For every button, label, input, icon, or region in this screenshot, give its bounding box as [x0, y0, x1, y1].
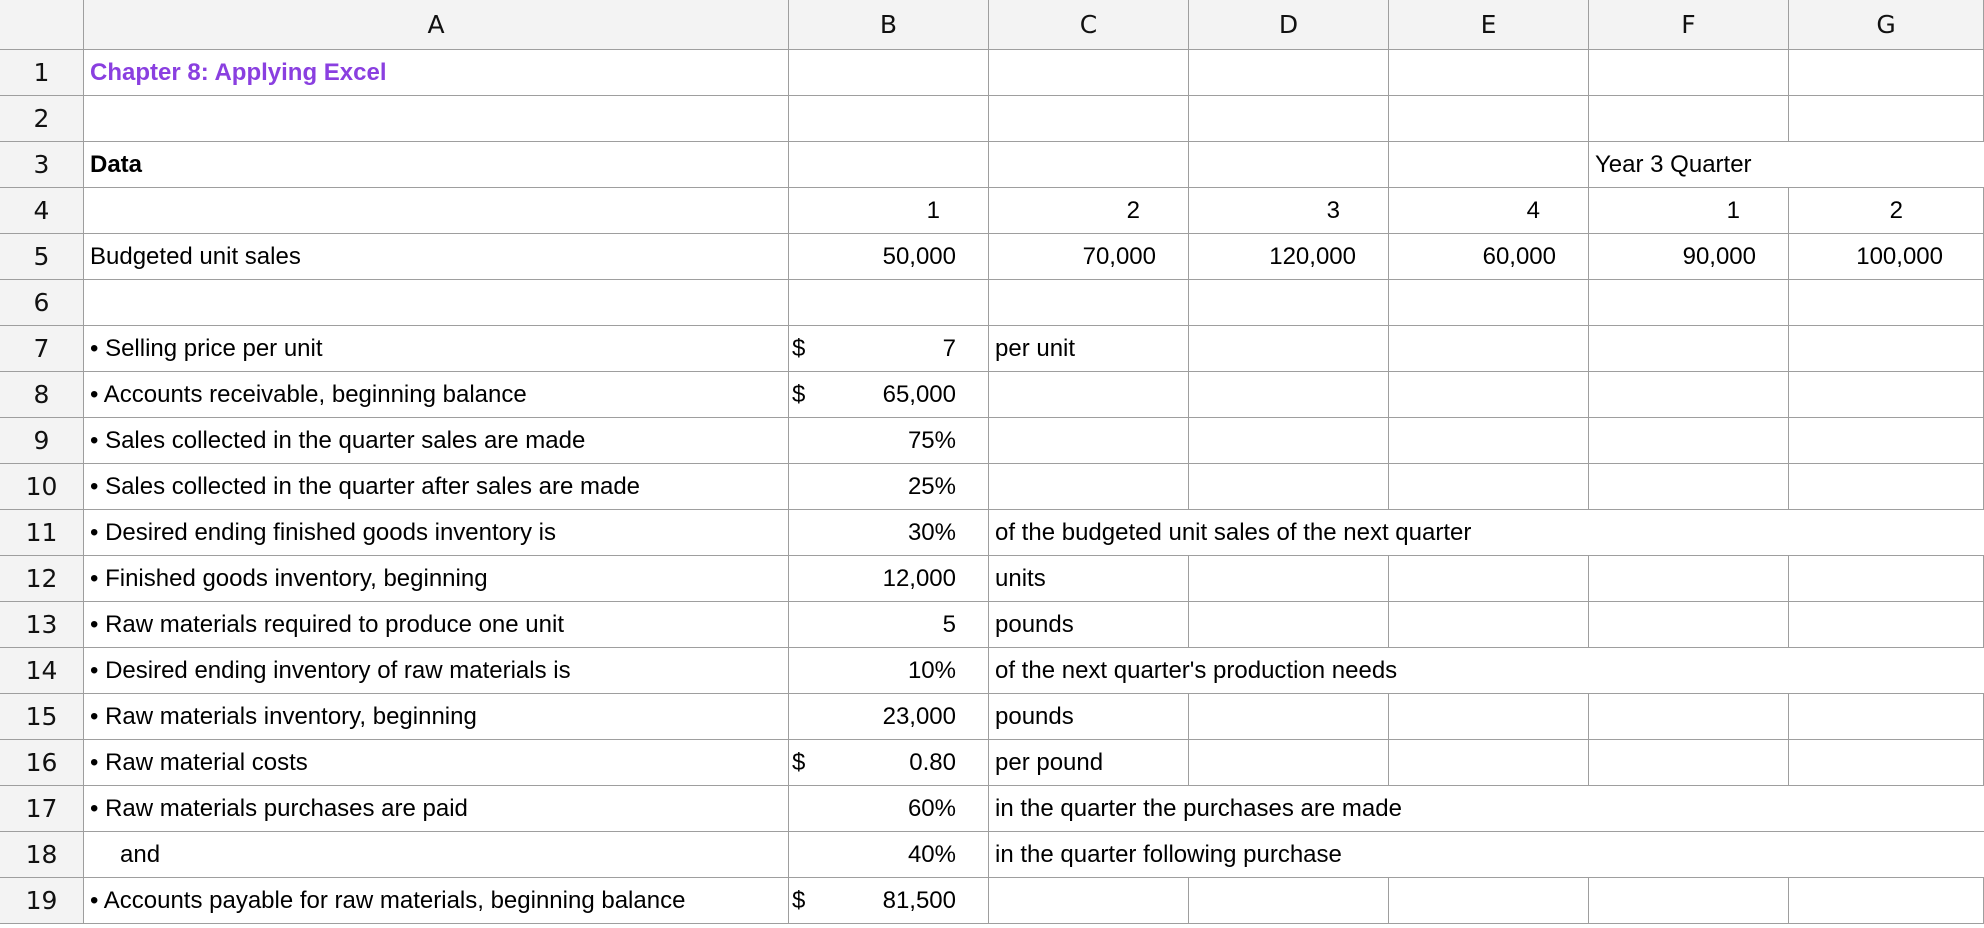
cell-A19[interactable] — [84, 878, 789, 924]
row-header-16[interactable] — [0, 740, 84, 786]
assumption-label: • Accounts receivable, beginning balance — [90, 381, 527, 408]
quarter-number: 1 — [926, 197, 940, 224]
cell-B9[interactable] — [789, 418, 989, 464]
cell-D8[interactable] — [1189, 372, 1389, 418]
cell-A16[interactable] — [84, 740, 789, 786]
quarter-number: 3 — [1326, 197, 1340, 224]
assumption-label: • Finished goods inventory, beginning — [90, 565, 488, 592]
row-header-17[interactable] — [0, 786, 84, 832]
cell-F2[interactable] — [1589, 96, 1789, 142]
assumption-note: in the quarter following purchase — [995, 841, 1342, 868]
cell-D6[interactable] — [1189, 280, 1389, 326]
cell-B7[interactable] — [789, 326, 989, 372]
cell-B17[interactable] — [789, 786, 989, 832]
assumption-label: • Accounts payable for raw materials, beginning balance — [90, 887, 686, 914]
column-header-label: B — [879, 10, 898, 39]
row-header-label: 10 — [25, 472, 58, 501]
cell-C13[interactable] — [989, 602, 1189, 648]
column-header-label: C — [1079, 10, 1098, 39]
cell-C12[interactable] — [989, 556, 1189, 602]
cell-F3[interactable] — [1589, 142, 1984, 188]
sheet-title: Chapter 8: Applying Excel — [90, 59, 387, 86]
cell-F16[interactable] — [1589, 740, 1789, 786]
row-header-label: 15 — [25, 702, 58, 731]
cell-F8[interactable] — [1589, 372, 1789, 418]
cell-E6[interactable] — [1389, 280, 1589, 326]
row-header-10[interactable] — [0, 464, 84, 510]
currency-symbol: $ — [792, 335, 806, 362]
row-header-11[interactable] — [0, 510, 84, 556]
assumption-note: of the budgeted unit sales of the next quarter — [995, 519, 1472, 546]
assumption-label: • Raw materials required to produce one unit — [90, 611, 564, 638]
cell-G5[interactable] — [1789, 234, 1984, 280]
cell-E15[interactable] — [1389, 694, 1589, 740]
cell-D19[interactable] — [1189, 878, 1389, 924]
budgeted-value: 50,000 — [882, 243, 956, 270]
cell-D15[interactable] — [1189, 694, 1389, 740]
cell-D9[interactable] — [1189, 418, 1389, 464]
cell-B8[interactable] — [789, 372, 989, 418]
assumption-label: and — [120, 841, 161, 868]
assumption-note: in the quarter the purchases are made — [995, 795, 1402, 822]
select-all-corner[interactable] — [0, 0, 84, 50]
cell-F19[interactable] — [1589, 878, 1789, 924]
assumption-label: • Raw materials purchases are paid — [90, 795, 468, 822]
assumption-value: 65,000 — [882, 381, 956, 408]
assumption-note: pounds — [995, 703, 1074, 730]
cell-B1[interactable] — [789, 50, 989, 96]
assumption-note: units — [995, 565, 1046, 592]
cell-C18-note[interactable] — [989, 832, 1984, 878]
row-header-12[interactable] — [0, 556, 84, 602]
cell-C14-note[interactable] — [989, 648, 1984, 694]
column-header-label: D — [1278, 10, 1299, 39]
data-heading: Data — [90, 151, 143, 178]
cell-E13[interactable] — [1389, 602, 1589, 648]
row-header-13[interactable] — [0, 602, 84, 648]
cell-C8[interactable] — [989, 372, 1189, 418]
cell-F10[interactable] — [1589, 464, 1789, 510]
assumption-value: 23,000 — [882, 703, 956, 730]
cell-E3[interactable] — [1389, 142, 1589, 188]
assumption-value: 10% — [907, 657, 956, 684]
cell-C16[interactable] — [989, 740, 1189, 786]
cell-G19[interactable] — [1789, 878, 1984, 924]
cell-E1[interactable] — [1389, 50, 1589, 96]
row-header-4[interactable] — [0, 188, 84, 234]
cell-C15[interactable] — [989, 694, 1189, 740]
column-header-label: G — [1876, 10, 1896, 39]
quarter-number: 4 — [1526, 197, 1540, 224]
cell-C3[interactable] — [989, 142, 1189, 188]
cell-E2[interactable] — [1389, 96, 1589, 142]
cell-D5[interactable] — [1189, 234, 1389, 280]
quarter-number: 1 — [1726, 197, 1740, 224]
cell-F5[interactable] — [1589, 234, 1789, 280]
cell-G15[interactable] — [1789, 694, 1984, 740]
row-header-label: 7 — [33, 334, 50, 363]
cell-F12[interactable] — [1589, 556, 1789, 602]
cell-G2[interactable] — [1789, 96, 1984, 142]
row-header-label: 11 — [25, 518, 58, 547]
cell-E19[interactable] — [1389, 878, 1589, 924]
column-header-C[interactable] — [989, 0, 1189, 50]
column-header-G[interactable] — [1789, 0, 1984, 50]
cell-C19[interactable] — [989, 878, 1189, 924]
budgeted-value: 120,000 — [1269, 243, 1356, 270]
cell-B10[interactable] — [789, 464, 989, 510]
budgeted-value: 60,000 — [1482, 243, 1556, 270]
cell-A1[interactable] — [84, 50, 789, 96]
cell-E7[interactable] — [1389, 326, 1589, 372]
assumption-value: 75% — [907, 427, 956, 454]
cell-G6[interactable] — [1789, 280, 1984, 326]
column-header-B[interactable] — [789, 0, 989, 50]
cell-B18[interactable] — [789, 832, 989, 878]
row-header-label: 12 — [25, 564, 58, 593]
cell-G7[interactable] — [1789, 326, 1984, 372]
row-header-9[interactable] — [0, 418, 84, 464]
row-header-1[interactable] — [0, 50, 84, 96]
row-header-label: 17 — [25, 794, 58, 823]
cell-C10[interactable] — [989, 464, 1189, 510]
assumption-label: • Desired ending finished goods inventory is — [90, 519, 557, 546]
currency-symbol: $ — [792, 381, 806, 408]
cell-B4[interactable] — [789, 188, 989, 234]
row-header-label: 18 — [25, 840, 58, 869]
assumption-value: 12,000 — [882, 565, 956, 592]
cell-G16[interactable] — [1789, 740, 1984, 786]
cell-B15[interactable] — [789, 694, 989, 740]
cell-C5[interactable] — [989, 234, 1189, 280]
cell-C7[interactable] — [989, 326, 1189, 372]
cell-F4[interactable] — [1589, 188, 1789, 234]
cell-C1[interactable] — [989, 50, 1189, 96]
budgeted-value: 90,000 — [1682, 243, 1756, 270]
cell-B6[interactable] — [789, 280, 989, 326]
cell-G10[interactable] — [1789, 464, 1984, 510]
row-header-15[interactable] — [0, 694, 84, 740]
cell-E4[interactable] — [1389, 188, 1589, 234]
assumption-note: pounds — [995, 611, 1074, 638]
assumption-label: • Sales collected in the quarter after sales are made — [90, 473, 641, 500]
assumption-label: • Raw material costs — [90, 749, 308, 776]
assumption-value: 30% — [907, 519, 956, 546]
assumption-note: of the next quarter's production needs — [995, 657, 1398, 684]
cell-B12[interactable] — [789, 556, 989, 602]
cell-B16[interactable] — [789, 740, 989, 786]
assumption-value: 25% — [907, 473, 956, 500]
cell-C6[interactable] — [989, 280, 1189, 326]
assumption-label: • Sales collected in the quarter sales are made — [90, 427, 586, 454]
row-header-label: 9 — [33, 426, 50, 455]
cell-A14[interactable] — [84, 648, 789, 694]
cell-B14[interactable] — [789, 648, 989, 694]
cell-F13[interactable] — [1589, 602, 1789, 648]
row-header-19[interactable] — [0, 878, 84, 924]
cell-D16[interactable] — [1189, 740, 1389, 786]
cell-F9[interactable] — [1589, 418, 1789, 464]
cell-E9[interactable] — [1389, 418, 1589, 464]
cell-A2[interactable] — [84, 96, 789, 142]
cell-A11[interactable] — [84, 510, 789, 556]
currency-symbol: $ — [792, 887, 806, 914]
cell-E12[interactable] — [1389, 556, 1589, 602]
cell-C2[interactable] — [989, 96, 1189, 142]
cell-A9[interactable] — [84, 418, 789, 464]
row-header-label: 8 — [33, 380, 50, 409]
cell-B13[interactable] — [789, 602, 989, 648]
cell-D4[interactable] — [1189, 188, 1389, 234]
row-header-5[interactable] — [0, 234, 84, 280]
assumption-value: 60% — [907, 795, 956, 822]
cell-A10[interactable] — [84, 464, 789, 510]
cell-A15[interactable] — [84, 694, 789, 740]
row-header-label: 16 — [25, 748, 58, 777]
cell-G12[interactable] — [1789, 556, 1984, 602]
cell-D12[interactable] — [1189, 556, 1389, 602]
quarter-number: 2 — [1126, 197, 1140, 224]
column-header-label: F — [1681, 10, 1696, 39]
assumption-value: 0.80 — [909, 749, 956, 776]
assumption-label: • Desired ending inventory of raw materials is — [90, 657, 571, 684]
year3-quarter-label: Year 3 Quarter — [1595, 151, 1752, 178]
cell-B3[interactable] — [789, 142, 989, 188]
cell-B5[interactable] — [789, 234, 989, 280]
cell-E10[interactable] — [1389, 464, 1589, 510]
row-header-label: 14 — [25, 656, 58, 685]
cell-F15[interactable] — [1589, 694, 1789, 740]
row-header-14[interactable] — [0, 648, 84, 694]
cell-C11-note[interactable] — [989, 510, 1984, 556]
cell-A8[interactable] — [84, 372, 789, 418]
row-header-label: 2 — [33, 104, 50, 133]
cell-B11[interactable] — [789, 510, 989, 556]
cell-D3[interactable] — [1189, 142, 1389, 188]
cell-D10[interactable] — [1189, 464, 1389, 510]
cell-E8[interactable] — [1389, 372, 1589, 418]
cell-A12[interactable] — [84, 556, 789, 602]
row-header-label: 6 — [33, 288, 50, 317]
cell-G8[interactable] — [1789, 372, 1984, 418]
cell-G9[interactable] — [1789, 418, 1984, 464]
cell-F6[interactable] — [1589, 280, 1789, 326]
row-header-3[interactable] — [0, 142, 84, 188]
cell-G13[interactable] — [1789, 602, 1984, 648]
assumption-note: per unit — [995, 335, 1076, 362]
column-header-E[interactable] — [1389, 0, 1589, 50]
cell-A4[interactable] — [84, 188, 789, 234]
assumption-value: 81,500 — [882, 887, 956, 914]
assumption-label: • Selling price per unit — [90, 335, 323, 362]
budgeted-unit-sales-label: Budgeted unit sales — [90, 243, 301, 270]
assumption-note: per pound — [995, 749, 1104, 776]
cell-A6[interactable] — [84, 280, 789, 326]
quarter-number: 2 — [1889, 197, 1903, 224]
cell-A3[interactable] — [84, 142, 789, 188]
cell-G1[interactable] — [1789, 50, 1984, 96]
column-header-A[interactable] — [84, 0, 789, 50]
row-header-7[interactable] — [0, 326, 84, 372]
cell-D7[interactable] — [1189, 326, 1389, 372]
assumption-value: 40% — [907, 841, 956, 868]
cell-D13[interactable] — [1189, 602, 1389, 648]
row-header-label: 4 — [33, 196, 50, 225]
row-header-18[interactable] — [0, 832, 84, 878]
cell-E16[interactable] — [1389, 740, 1589, 786]
row-header-2[interactable] — [0, 96, 84, 142]
cell-B19[interactable] — [789, 878, 989, 924]
cell-C17-note[interactable] — [989, 786, 1984, 832]
cell-E5[interactable] — [1389, 234, 1589, 280]
cell-A5[interactable] — [84, 234, 789, 280]
budgeted-value: 70,000 — [1082, 243, 1156, 270]
column-header-label: E — [1480, 10, 1497, 39]
cell-A7[interactable] — [84, 326, 789, 372]
assumption-value: 5 — [942, 611, 956, 638]
column-header-D[interactable] — [1189, 0, 1389, 50]
cell-C4[interactable] — [989, 188, 1189, 234]
cell-F7[interactable] — [1589, 326, 1789, 372]
cell-A17[interactable] — [84, 786, 789, 832]
row-header-label: 5 — [33, 242, 50, 271]
row-header-8[interactable] — [0, 372, 84, 418]
cell-D2[interactable] — [1189, 96, 1389, 142]
cell-G4[interactable] — [1789, 188, 1984, 234]
budgeted-value: 100,000 — [1856, 243, 1943, 270]
cell-A13[interactable] — [84, 602, 789, 648]
cell-C9[interactable] — [989, 418, 1189, 464]
cell-B2[interactable] — [789, 96, 989, 142]
row-header-label: 3 — [33, 150, 50, 179]
column-header-F[interactable] — [1589, 0, 1789, 50]
currency-symbol: $ — [792, 749, 806, 776]
row-header-label: 13 — [25, 610, 58, 639]
column-header-label: A — [427, 10, 445, 39]
row-header-label: 19 — [25, 886, 58, 915]
assumption-label: • Raw materials inventory, beginning — [90, 703, 477, 730]
cell-F1[interactable] — [1589, 50, 1789, 96]
cell-D1[interactable] — [1189, 50, 1389, 96]
row-header-label: 1 — [33, 58, 50, 87]
cell-A18[interactable] — [84, 832, 789, 878]
row-header-6[interactable] — [0, 280, 84, 326]
assumption-value: 7 — [942, 335, 956, 362]
